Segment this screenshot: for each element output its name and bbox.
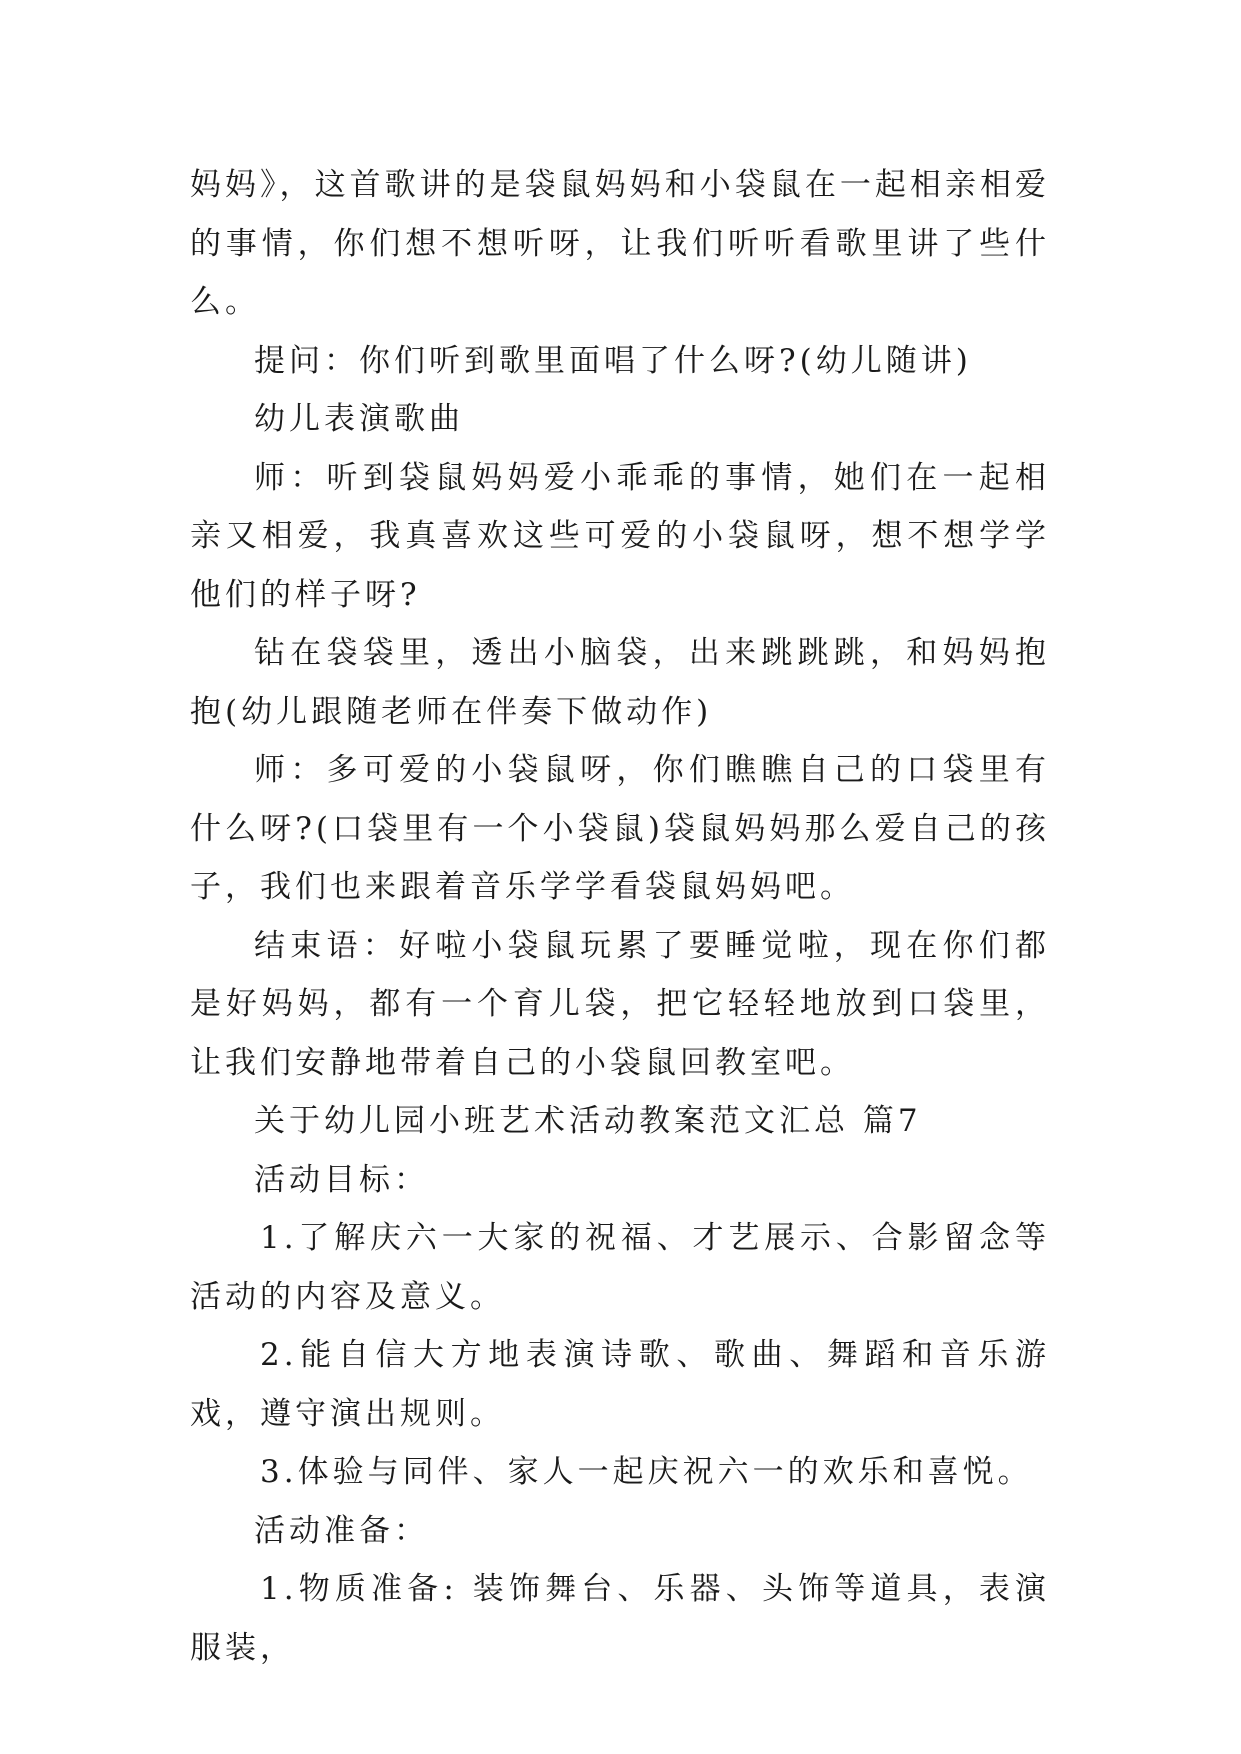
preparation-item-1: 1.物质准备: 装饰舞台、乐器、头饰等道具，表演服装， [190, 1571, 1050, 1666]
paragraph-song-intro: 妈妈》，这首歌讲的是袋鼠妈妈和小袋鼠在一起相亲相爱的事情，你们想不想听呀，让我们听听看歌里讲了些什么。 [190, 167, 1050, 320]
paragraph-teacher-1: 师：听到袋鼠妈妈爱小乖乖的事情，她们在一起相亲又相爱，我真喜欢这些可爱的小袋鼠呀，想不想学学他们的样子呀? [190, 459, 1050, 613]
goal-item-1: 1.了解庆六一大家的祝福、才艺展示、合影留念等活动的内容及意义。 [190, 1220, 1050, 1315]
section-title: 关于幼儿园小班艺术活动教案范文汇总 篇7 [254, 1103, 922, 1139]
paragraph-child-performance: 幼儿表演歌曲 [254, 401, 464, 437]
paragraph-actions: 钻在袋袋里，透出小脑袋，出来跳跳跳，和妈妈抱抱(幼儿跟随老师在伴奏下做动作) [190, 635, 1050, 730]
document-body [190, 156, 1050, 1677]
paragraph-question: 提问：你们听到歌里面唱了什么呀?(幼儿随讲) [254, 342, 972, 379]
paragraph-closing: 结束语：好啦小袋鼠玩累了要睡觉啦，现在你们都是好妈妈，都有一个育儿袋，把它轻轻地放到口袋里，让我们安静地带着自己的小袋鼠回教室吧。 [190, 927, 1050, 1081]
heading-activity-preparation: 活动准备： [254, 1512, 429, 1549]
goal-item-3: 3.体验与同伴、家人一起庆祝六一的欢乐和喜悦。 [260, 1454, 1033, 1490]
heading-activity-goals: 活动目标： [254, 1161, 429, 1198]
goal-item-2: 2.能自信大方地表演诗歌、歌曲、舞蹈和音乐游戏，遵守演出规则。 [190, 1337, 1050, 1432]
paragraph-teacher-2: 师：多可爱的小袋鼠呀，你们瞧瞧自己的口袋里有什么呀?(口袋里有一个小袋鼠)袋鼠妈妈那么爱自己的孩子，我们也来跟着音乐学学看袋鼠妈妈吧。 [190, 752, 1050, 905]
